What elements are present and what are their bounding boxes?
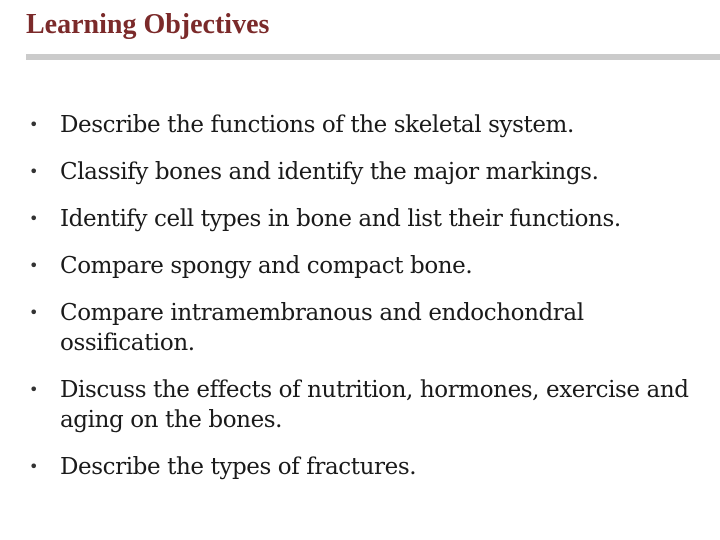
list-item [26, 157, 706, 187]
slide-title: Learning Objectives [26, 9, 270, 40]
list-item [26, 452, 706, 482]
objective-text: Describe the types of fractures. [60, 454, 417, 480]
bullet-icon: • [29, 209, 39, 228]
bullet-icon: • [29, 380, 39, 399]
bullet-icon: • [29, 162, 39, 181]
list-item [26, 110, 706, 140]
objective-text: Describe the functions of the skeletal system. [60, 112, 574, 138]
objective-text: Compare spongy and compact bone. [60, 253, 473, 279]
title-divider [26, 54, 720, 60]
objective-text: Compare intramembranous and endochondral ossification. [60, 300, 584, 356]
bullet-icon: • [29, 256, 39, 275]
list-item [26, 375, 706, 435]
list-item [26, 251, 706, 281]
objective-text: Identify cell types in bone and list their functions. [60, 206, 621, 232]
bullet-icon: • [29, 457, 39, 476]
bullet-icon: • [29, 303, 39, 322]
objectives-list [26, 110, 706, 499]
list-item [26, 204, 706, 234]
bullet-icon: • [29, 115, 39, 134]
objective-text: Discuss the effects of nutrition, hormones, exercise and aging on the bones. [60, 377, 689, 433]
list-item [26, 298, 706, 358]
objective-text: Classify bones and identify the major markings. [60, 159, 599, 185]
